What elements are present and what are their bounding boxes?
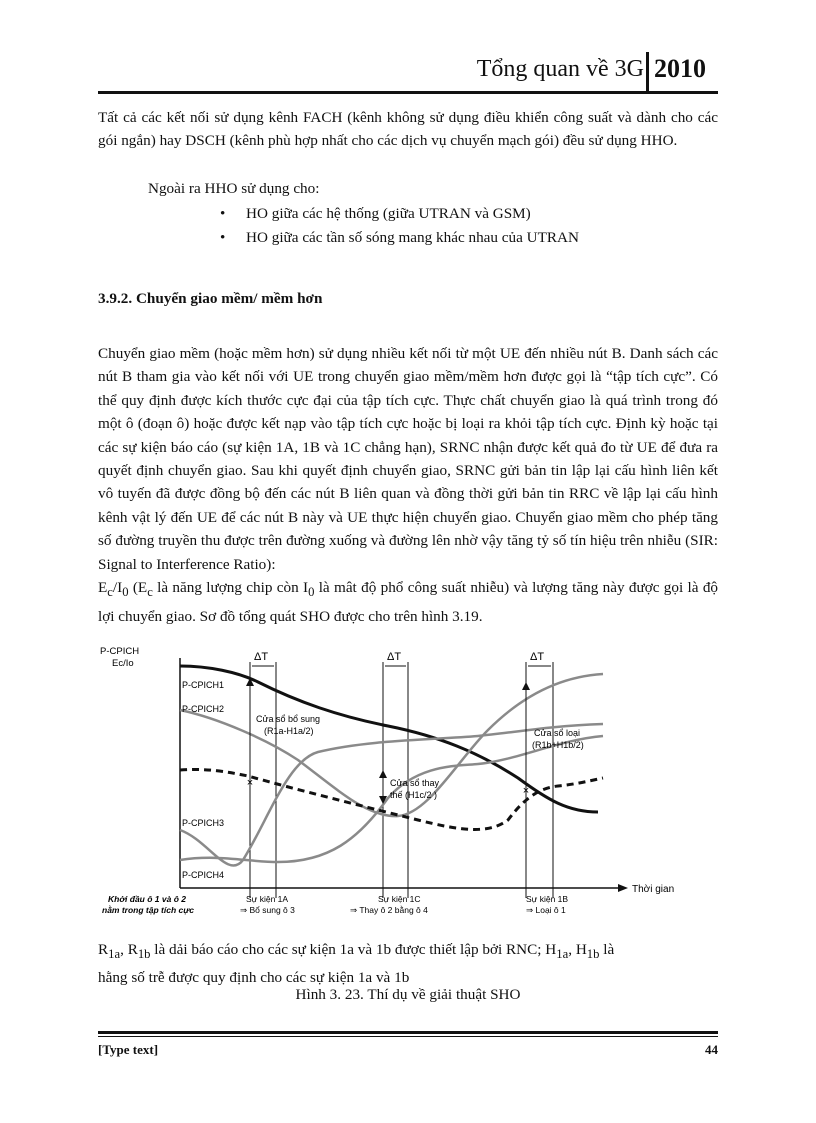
- footer-rule: [98, 1031, 718, 1034]
- bullet-item: • HO giữa các tần số sóng mang khác nhau của UTRAN: [220, 229, 579, 246]
- delta-t-1b: ΔT: [530, 651, 545, 663]
- add-window-label: Cửa sổ bổ sung: [256, 714, 321, 724]
- header-rule: [98, 91, 718, 94]
- page-header: [0, 52, 816, 92]
- delta-t-1a: ΔT: [254, 651, 269, 663]
- bullet-item: • HO giữa các hệ thống (giữa UTRAN và GSM): [220, 205, 531, 222]
- replace-window-formula: thế (H1c/2 ): [390, 790, 438, 800]
- figure-note: $R_{1a}$, $R_{1b}$ là dải báo cáo cho các sự kiện 1a và 1b được thiết lập bởi RNC; $H_{1a}$, $H_{1b}$ là hằng số trễ được quy định cho các sự kiện 1a và 1b: [98, 941, 615, 987]
- remove-window-label: Cửa sổ loại: [534, 728, 581, 738]
- start-label-1: Khởi đầu ô 1 và ô 2: [108, 894, 186, 904]
- event-1a-label: Sự kiện 1A: [246, 894, 289, 904]
- event-1b-label: Sự kiện 1B: [526, 894, 569, 904]
- event-1b-action: ⇒ Loại ô 1: [526, 905, 566, 915]
- y-label-2: Ec/Io: [112, 658, 134, 669]
- bullet-text: HO giữa các hệ thống (giữa UTRAN và GSM): [246, 205, 531, 222]
- paragraph-fach: Tất cả các kết nối sử dụng kênh FACH (kênh không sử dụng điều khiển công suất và dành cho các gói ngắn) hay DSCH (kênh phù hợp nhất cho các dịch vụ chuyển mạch gói) đều sử dụng HHO.: [98, 109, 718, 150]
- bullet-text: HO giữa các tần số sóng mang khác nhau của UTRAN: [246, 229, 579, 246]
- event-1c-action: ⇒ Thay ô 2 bằng ô 4: [350, 905, 428, 915]
- header-title: Tổng quan về 3G: [476, 56, 644, 82]
- event-1a-action: ⇒ Bổ sung ô 3: [240, 905, 295, 915]
- y-label-1: P-CPICH: [100, 646, 140, 657]
- header-year: 2010: [654, 54, 706, 83]
- event-1c-label: Sự kiện 1C: [378, 894, 421, 904]
- x-axis-arrow: [618, 884, 628, 892]
- delta-t-1c: ΔT: [387, 651, 402, 663]
- label-cpich2: P-CPICH2: [182, 704, 225, 714]
- paragraph-soft-handover: [98, 342, 718, 628]
- cross-marker: ×: [522, 785, 530, 797]
- label-cpich4: P-CPICH4: [182, 870, 225, 880]
- paragraph-last-line: được gọi là độ lợi chuyển giao. Sơ đồ tổng quát SHO được cho trên hình 3.19.: [98, 579, 719, 625]
- remove-window-formula: (R1b+H1b/2): [532, 740, 584, 750]
- label-cpich3: P-CPICH3: [182, 818, 225, 828]
- formula-line: $E_c/I_0$ ($E_c$ là năng lượng chip còn $I_0$ là mât độ phổ công suất nhiễu) và lượng tăng này: [98, 579, 625, 600]
- add-window-formula: (R1a-H1a/2): [264, 726, 314, 736]
- paragraph-main-text: Chuyển giao mềm (hoặc mềm hơn) sử dụng nhiều kết nối từ một UE đến nhiều nút B. Danh sách các nút B tham gia vào kết nối với UE trong chuyển giao mềm/mềm hơn được gọi là “tập tích cực”. Có thể quy định được kích thước cực đại của tập tích cực. Thực chất chuyển giao là quá trình trong đó một ô (đoạn ô) hoặc được kết nạp vào tập tích cực hoặc bị loại ra khỏi tập tích cực. Định kỳ hoặc tại các sự kiện báo cáo (sự kiện 1A, 1B và 1C chẳng hạn), SRNC nhận được kết quả đo từ UE để đưa ra quyết định chuyển giao. Sau khi quyết định chuyển giao, SRNC gửi bản tin lập lại cấu hình liên kết vô tuyến đã được đồng bộ đến các nút B liên quan và đồng thời gửi bản tin RRC về lập lại cấu hình kênh vật lý đến UE để các nút B này và UE thực hiện chuyển giao. Chuyển giao mềm cho phép tăng số đường truyền thu được trên đường xuống và đường lên nhờ vậy tăng tỷ số tín hiệu trên nhiễu (SIR: Signal to Interference Ratio):: [98, 345, 718, 573]
- x-label: Thời gian: [632, 884, 675, 895]
- footer-rule-thin: [98, 1036, 718, 1037]
- start-label-2: nằm trong tập tích cực: [102, 905, 195, 915]
- figure-caption: Hình 3. 23. Thí dụ về giải thuật SHO: [295, 986, 521, 1003]
- cross-marker: ×: [246, 777, 254, 789]
- curve-cpich1: [180, 666, 598, 812]
- sho-diagram: [98, 640, 718, 930]
- label-cpich1: P-CPICH1: [182, 680, 225, 690]
- section-heading: 3.9.2. Chuyển giao mềm/ mềm hơn: [98, 290, 323, 307]
- footer-text: [Type text]: [98, 1042, 159, 1057]
- remove-window-arrowhead: [522, 682, 530, 690]
- replace-arrowhead-up: [379, 770, 387, 778]
- intro-hho: Ngoài ra HHO sử dụng cho:: [148, 180, 320, 197]
- replace-window-label: Cửa sổ thay: [390, 778, 440, 788]
- page-number: 44: [705, 1042, 718, 1057]
- figure-note-line2: hằng số trễ được quy định cho các sự kiện 1a và 1b: [98, 969, 410, 987]
- header-divider: [646, 52, 649, 92]
